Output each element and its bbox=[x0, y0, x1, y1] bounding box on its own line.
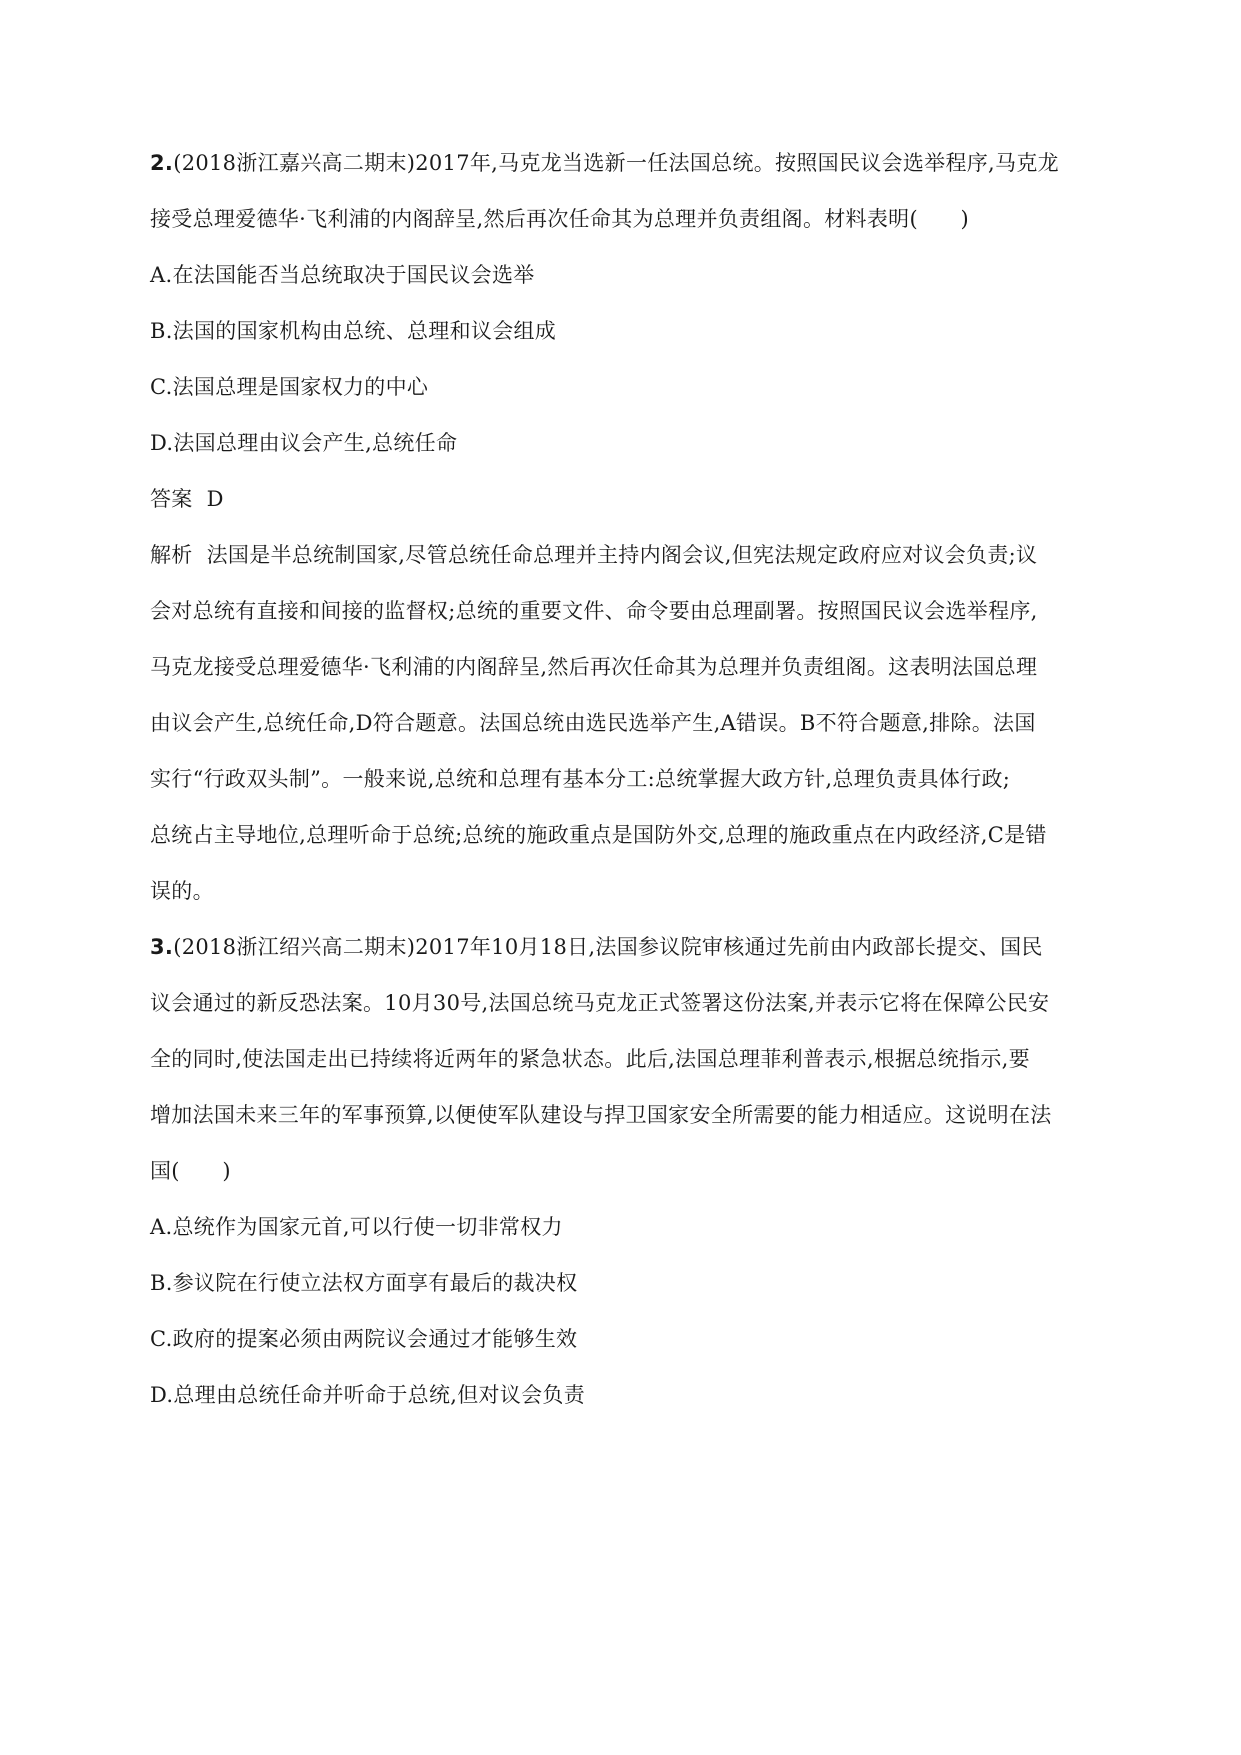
q3-stem-line-1 bbox=[150, 932, 1043, 962]
q2-stem-text-1: (2018浙江嘉兴高二期末)2017年,马克龙当选新一任法国总统。按照国民议会选举程序,马克龙 bbox=[173, 151, 1059, 175]
q2-stem-line-1 bbox=[150, 148, 1059, 178]
q2-option-d: D.法国总理由议会产生,总统任命 bbox=[150, 431, 458, 455]
q2-option-b: B.法国的国家机构由总统、总理和议会组成 bbox=[150, 319, 557, 343]
q2-option-a: A.在法国能否当总统取决于国民议会选举 bbox=[150, 263, 535, 287]
q2-analysis-line-1 bbox=[150, 540, 1037, 570]
q2-analysis-line-3: 马克龙接受总理爱德华·飞利浦的内阁辞呈,然后再次任命其为总理并负责组阁。这表明法国总理 bbox=[150, 655, 1038, 679]
q3-option-c: C.政府的提案必须由两院议会通过才能够生效 bbox=[150, 1327, 578, 1351]
analysis-text-1: 法国是半总统制国家,尽管总统任命总理并主持内阁会议,但宪法规定政府应对议会负责;议 bbox=[206, 543, 1038, 567]
q2-analysis-line-4: 由议会产生,总统任命,D符合题意。法国总统由选民选举产生,A错误。B不符合题意,排除。法国 bbox=[150, 711, 1036, 735]
q3-option-b: B.参议院在行使立法权方面享有最后的裁决权 bbox=[150, 1271, 578, 1295]
q3-stem-line-4: 增加法国未来三年的军事预算,以便使军队建设与捍卫国家安全所需要的能力相适应。这说明在法 bbox=[150, 1103, 1052, 1127]
q2-stem-line-2: 接受总理爱德华·飞利浦的内阁辞呈,然后再次任命其为总理并负责组阁。材料表明( ) bbox=[150, 207, 970, 231]
q3-option-a: A.总统作为国家元首,可以行使一切非常权力 bbox=[150, 1215, 563, 1239]
q2-option-c: C.法国总理是国家权力的中心 bbox=[150, 375, 429, 399]
q2-number: 2. bbox=[150, 151, 174, 175]
q2-analysis-line-5: 实行“行政双头制”。一般来说,总统和总理有基本分工:总统掌握大政方针,总理负责具体行政; bbox=[150, 767, 1011, 791]
q2-answer bbox=[150, 484, 224, 514]
answer-value: D bbox=[206, 487, 224, 511]
q3-stem-text-1: (2018浙江绍兴高二期末)2017年10月18日,法国参议院审核通过先前由内政部长提交、国民 bbox=[173, 935, 1043, 959]
q2-analysis-line-2: 会对总统有直接和间接的监督权;总统的重要文件、命令要由总理副署。按照国民议会选举程序, bbox=[150, 599, 1038, 623]
analysis-label: 解析 bbox=[150, 543, 193, 567]
answer-label: 答案 bbox=[150, 487, 193, 511]
q2-analysis-line-6: 总统占主导地位,总理听命于总统;总统的施政重点是国防外交,总理的施政重点在内政经济,C是错 bbox=[150, 823, 1047, 847]
q3-stem-line-3: 全的同时,使法国走出已持续将近两年的紧急状态。此后,法国总理菲利普表示,根据总统指示,要 bbox=[150, 1047, 1030, 1071]
q3-stem-line-2: 议会通过的新反恐法案。10月30号,法国总统马克龙正式签署这份法案,并表示它将在保障公民安 bbox=[150, 991, 1050, 1015]
q2-analysis-line-7: 误的。 bbox=[150, 879, 214, 903]
q3-number: 3. bbox=[150, 935, 174, 959]
q3-option-d: D.总理由总统任命并听命于总统,但对议会负责 bbox=[150, 1383, 586, 1407]
q3-stem-line-5: 国( ) bbox=[150, 1159, 231, 1183]
